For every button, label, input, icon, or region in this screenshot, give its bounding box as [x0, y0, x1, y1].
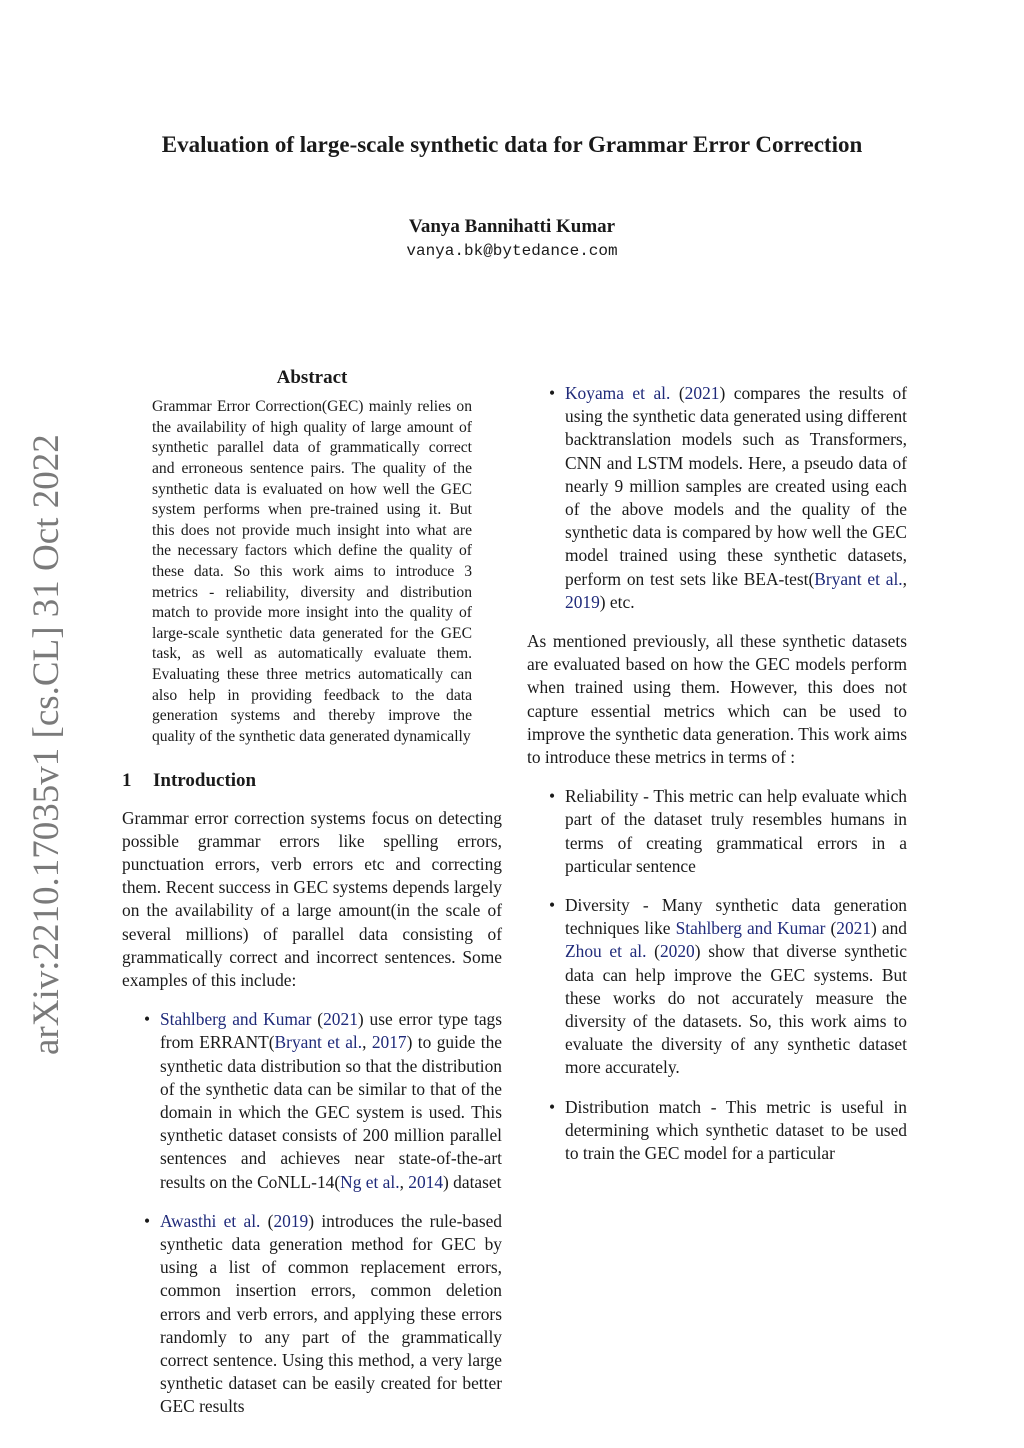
- list-text: ,: [362, 1032, 372, 1053]
- citation-year-link[interactable]: 2021: [684, 383, 720, 403]
- list-text: ) and: [871, 918, 908, 939]
- examples-list-continued: [527, 382, 907, 614]
- list-item: [122, 1008, 502, 1194]
- citation-link[interactable]: Zhou et al.: [565, 941, 647, 962]
- citation-link[interactable]: Bryant et al.: [814, 568, 903, 589]
- citation-link[interactable]: Bryant et al.: [274, 1032, 363, 1053]
- abstract-heading: Abstract: [276, 367, 348, 388]
- list-text: ,: [902, 568, 907, 589]
- citation-link[interactable]: Stahlberg and Kumar: [160, 1009, 312, 1030]
- list-text: (: [825, 918, 837, 939]
- list-text: (: [670, 383, 685, 403]
- introduction-heading: [122, 769, 502, 792]
- section-title: Introduction: [153, 770, 257, 792]
- list-text: (: [260, 1210, 274, 1231]
- abstract-text: Grammar Error Correction(GEC) mainly relies on the availability of high quality of large amount of synthetic parallel data of grammatically correct and erroneous sentence pairs. The quality of the synthetic data is evaluated on how well the GEC system performs when pre-trained using it. But this does not provide much insight into what are the necessary factors which define the quality of these data. So this work aims to introduce 3 metrics - reliability, diversity and distribution match to provide more insight into the quality of large-scale synthetic data generated for the GEC task, as well as automatically evaluate them. Evaluating these three metrics automatically can also help in providing feedback to the data generation systems and thereby improve the quality of the synthetic data generated dynamically: [152, 398, 472, 745]
- bullet-mark: •: [144, 1210, 151, 1231]
- citation-year-link[interactable]: 2021: [323, 1009, 358, 1030]
- list-text: Distribution match - This metric is useful in determining which synthetic dataset to be used to train the GEC model for a particular: [565, 1096, 907, 1164]
- bullet-mark: •: [144, 1009, 151, 1030]
- citation-link[interactable]: Awasthi et al.: [160, 1210, 261, 1231]
- citation-link[interactable]: Ng et al.: [340, 1171, 400, 1192]
- list-text: Reliability - This metric can help evaluate which part of the dataset truly resembles humans in terms of creating grammatical errors in a particular sentence: [565, 786, 907, 876]
- left-column: [122, 366, 502, 1435]
- list-text: (: [311, 1009, 324, 1030]
- author-name: Vanya Bannihatti Kumar: [408, 216, 616, 237]
- list-text: ) to guide the synthetic data distribution so that the distribution of the synthetic data can be similar to that of the domain in which the GEC system is used. This synthetic dataset consists of 200 million parallel sentences and achieves near state-of-the-art results on the CoNLL-14(: [160, 1032, 502, 1192]
- bullet-mark: •: [549, 786, 556, 807]
- list-item: [122, 1210, 502, 1419]
- metrics-list: [527, 785, 907, 1165]
- right-column: [527, 366, 907, 1181]
- citation-year-link[interactable]: 2017: [371, 1032, 407, 1053]
- paper-title: Evaluation of large-scale synthetic data for Grammar Error Correction: [161, 132, 863, 157]
- list-item: [527, 894, 907, 1080]
- list-text: ) introduces the rule-based synthetic data generation method for GEC by using a list of common replacement errors, common insertion errors, common deletion errors and verb errors, and applying these errors randomly to any part of the grammatically correct sentence. Using this method, a very large synthetic dataset can be easily created for better GEC results: [160, 1210, 503, 1417]
- list-text: ) compares the results of using the synthetic data generated using different backtranslation models such as Transformers, CNN and LSTM models. Here, a pseudo data of nearly 9 million samples are created using each of the above models and the quality of the synthetic data is compared by how well the GEC model trained using these synthetic datasets, perform on test sets like BEA-test(: [565, 383, 908, 589]
- bullet-mark: •: [549, 383, 556, 403]
- list-item: [527, 382, 907, 614]
- metrics-intro-paragraph: As mentioned previously, all these synthetic datasets are evaluated based on how the GEC models perform when trained using them. However, this does not capture essential metrics which can be used to improve the synthetic data generation. This work aims to introduce these metrics in terms of :: [527, 631, 907, 768]
- section-number: 1: [122, 770, 132, 792]
- examples-list: [122, 1008, 502, 1418]
- list-text: ) dataset: [443, 1171, 502, 1192]
- list-item: [527, 1096, 907, 1166]
- arxiv-identifier: arXiv:2210.17035v1 [cs.CL] 31 Oct 2022: [26, 434, 67, 1055]
- citation-link[interactable]: Stahlberg and Kumar: [675, 918, 826, 939]
- list-item: [527, 785, 907, 878]
- list-text: (: [646, 941, 660, 962]
- list-text: Diversity - Many synthetic data generation techniques like: [565, 895, 907, 939]
- citation-year-link[interactable]: 2021: [836, 918, 872, 939]
- list-text: ) etc.: [599, 591, 635, 612]
- list-text: ) show that diverse synthetic data can help improve the GEC systems. But these works do not accurately measure the diversity of the datasets. So, this work aims to evaluate the diversity of any synthetic dataset more accurately.: [565, 941, 908, 1078]
- citation-year-link[interactable]: 2019: [273, 1210, 309, 1231]
- bullet-mark: •: [549, 1096, 556, 1117]
- bullet-mark: •: [549, 895, 556, 916]
- citation-year-link[interactable]: 2020: [659, 941, 695, 962]
- list-text: ,: [399, 1171, 409, 1192]
- citation-link[interactable]: Koyama et al.: [565, 383, 671, 403]
- citation-year-link[interactable]: 2019: [565, 591, 600, 612]
- intro-paragraph: Grammar error correction systems focus on detecting possible grammar errors like spelling errors, punctuation errors, verb errors etc and correcting them. Recent success in GEC systems depends largely on the availability of a large amount(in the scale of several millions) of parallel data consisting of grammatically correct and incorrect sentences. Some examples of this include:: [122, 807, 502, 990]
- list-text: ) use error type tags from ERRANT(: [160, 1009, 503, 1053]
- citation-year-link[interactable]: 2014: [408, 1171, 444, 1192]
- author-email[interactable]: vanya.bk@bytedance.com: [406, 242, 618, 260]
